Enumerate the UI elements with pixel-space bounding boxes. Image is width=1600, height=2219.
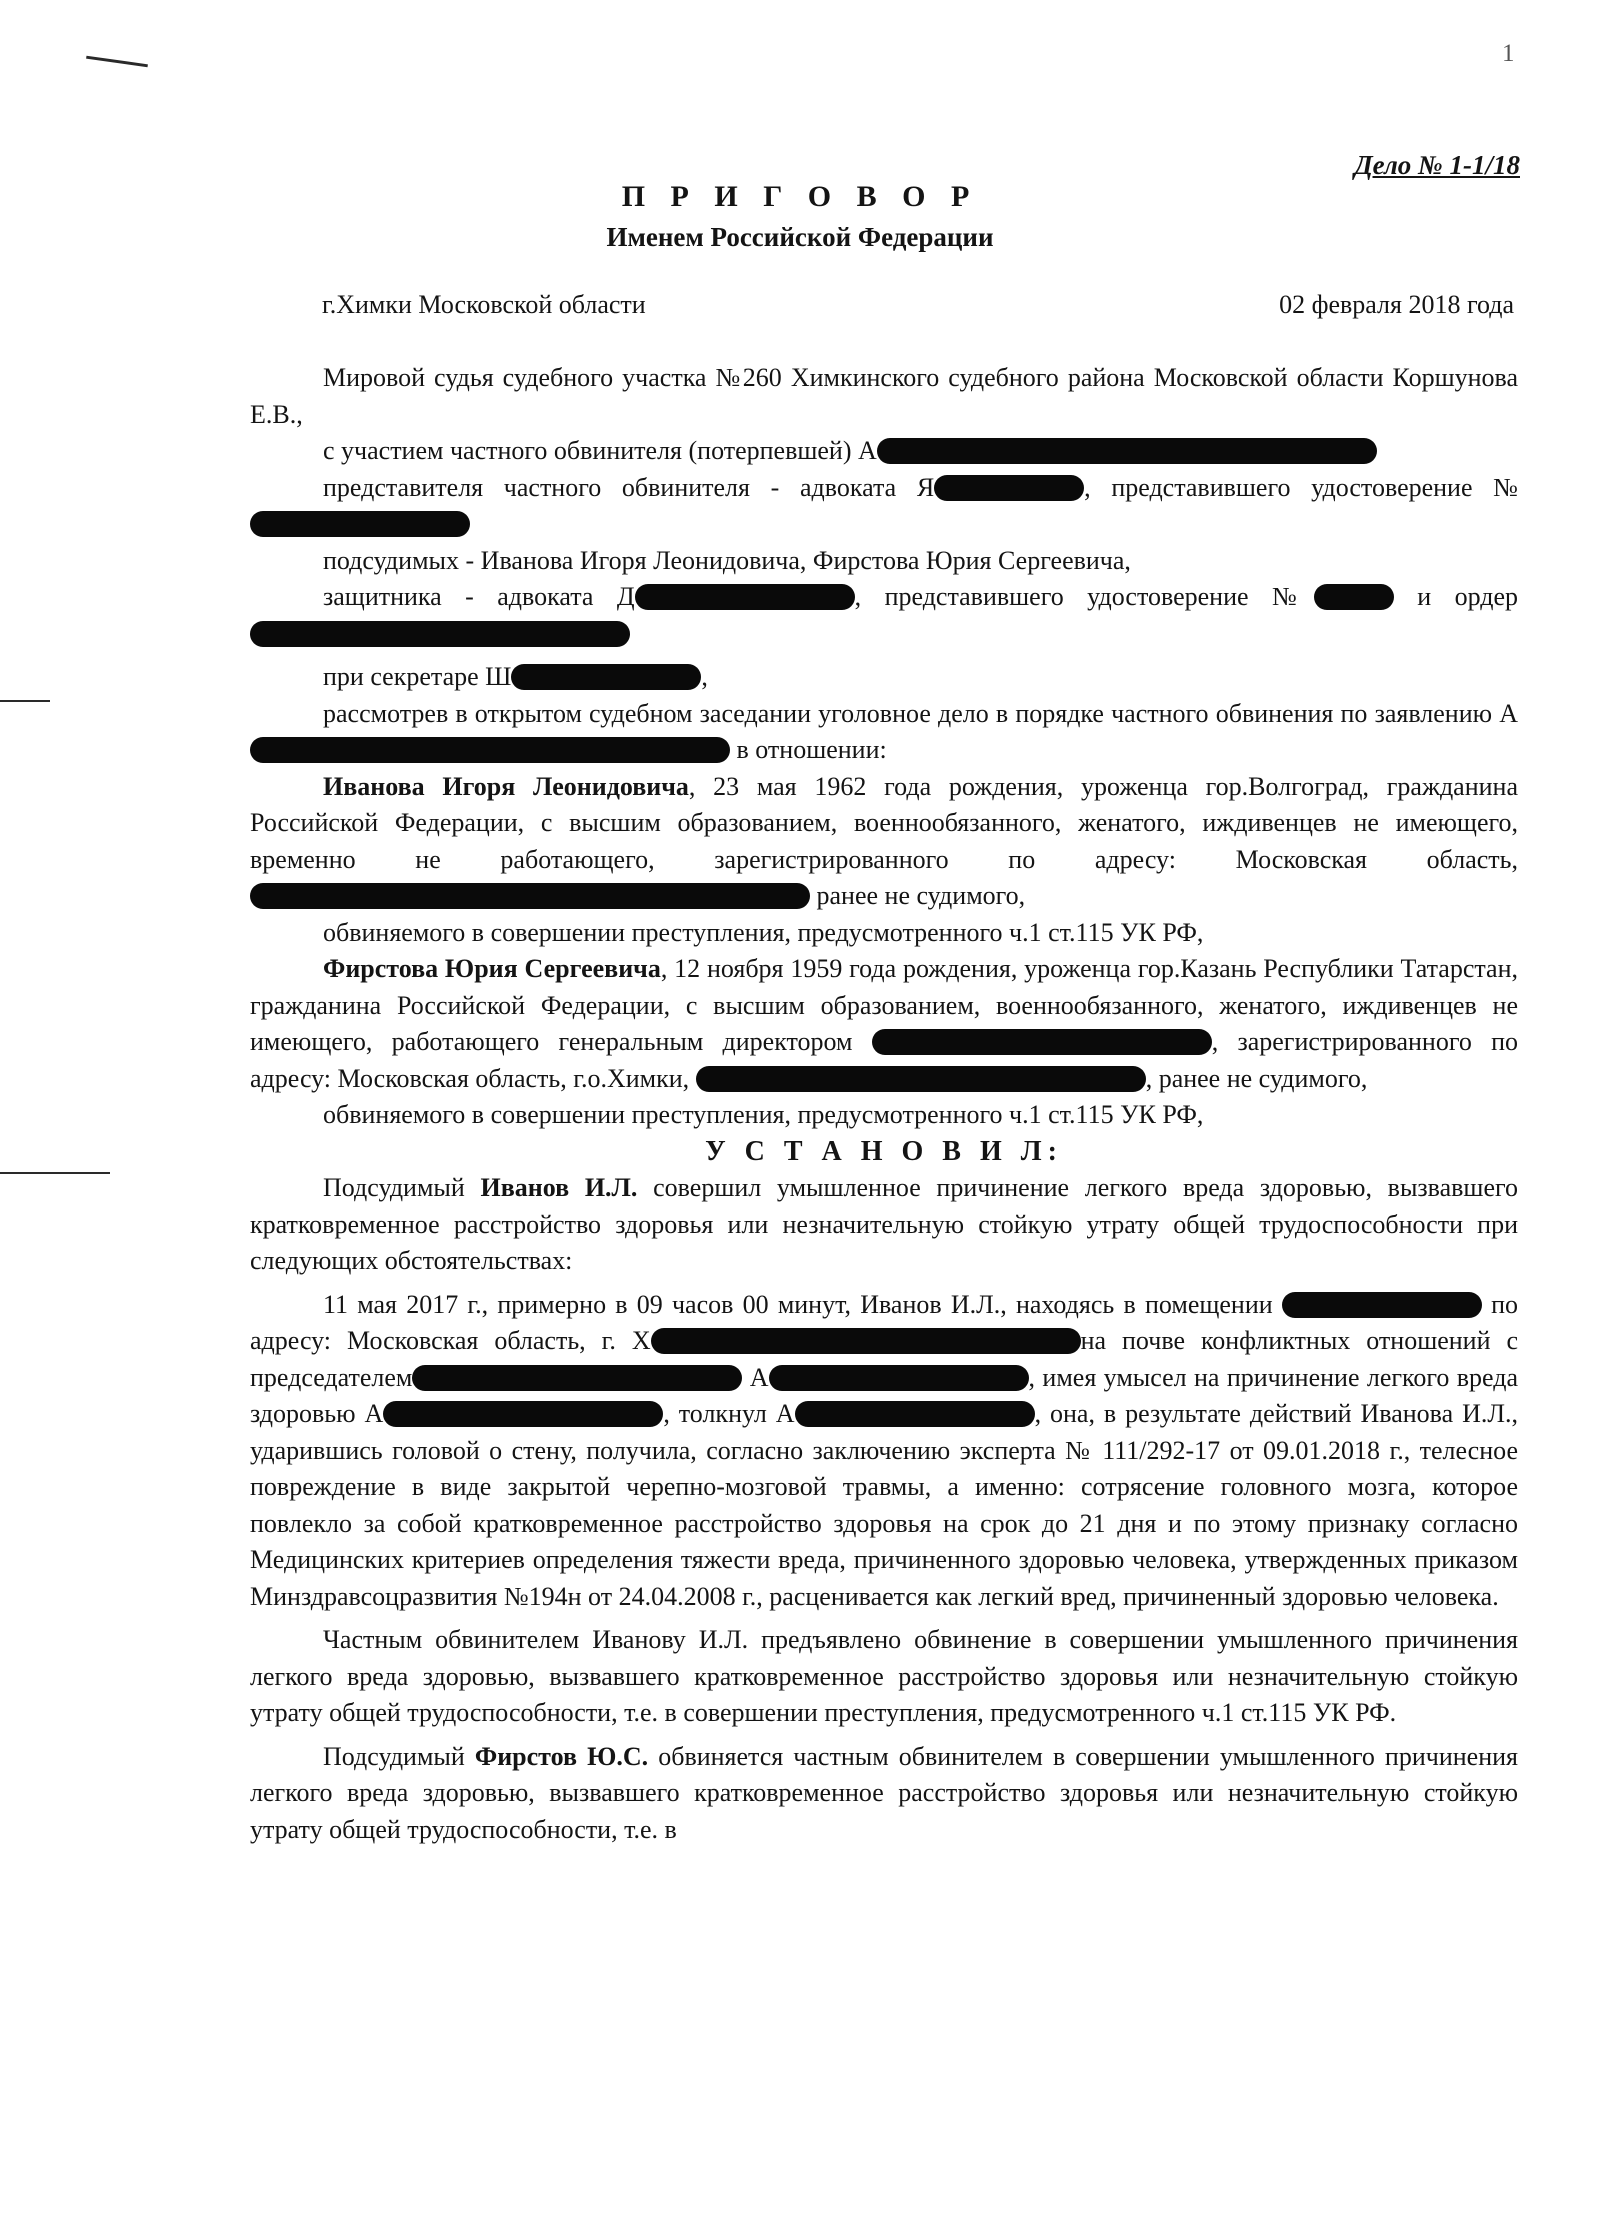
- redaction: [635, 584, 855, 610]
- redaction: [934, 475, 1084, 501]
- redaction: [250, 621, 630, 647]
- redaction: [250, 737, 730, 763]
- private-prosecutor-line: с участием частного обвинителя (потерпевшей) А: [250, 433, 1518, 470]
- document-body: [250, 360, 1518, 1848]
- defendant-name: Фирстова Юрия Сергеевича: [323, 954, 661, 983]
- scan-mark-top: [86, 56, 148, 68]
- defender-line: защитника - адвоката Д , представившего удостоверение № и ордер: [250, 579, 1518, 652]
- firstov-charge: обвиняемого в совершении преступления, предусмотренного ч.1 ст.115 УК РФ,: [323, 1100, 1204, 1129]
- established-heading: У С Т А Н О В И Л:: [705, 1135, 1063, 1167]
- case-line: рассмотрев в открытом судебном заседании уголовное дело в порядке частного обвинения по заявлению А в отношении:: [250, 696, 1518, 769]
- redaction: [250, 883, 810, 909]
- redaction: [1314, 584, 1394, 610]
- redaction: [1282, 1292, 1482, 1318]
- paragraph-3: Частным обвинителем Иванову И.Л. предъявлено обвинение в совершении умышленного причинения легкого вреда здоровью, вызвавшего кратковременное расстройство здоровья или незначительную стойкую утрату общей трудоспособности, т.е. в совершении преступления, предусмотренного ч.1 ст.115 УК РФ.: [250, 1625, 1518, 1727]
- scan-mark-left-2: [0, 1172, 110, 1174]
- ivanov-details: Иванова Игоря Леонидовича, 23 мая 1962 года рождения, уроженца гор.Волгоград, гражданина Российской Федерации, с высшим образованием, военнообязанного, женатого, иждивенцев не имеющего, временно не работающего, зарегистрированного по адресу: Московская область, ранее не судимого,: [250, 771, 1518, 910]
- paragraph-2: 11 мая 2017 г., примерно в 09 часов 00 минут, Иванов И.Л., находясь в помещении по адресу: Московская область, г. Х на почве конфликтных отношений с председателем А , имея умысел на причинение легкого вреда здоровью А , толкнул А , она, в результате действий Иванова И.Л., ударившись головой о стену, получила, согласно заключению эксперта № 111/292-17 от 09.01.2018 г., телесное повреждение в виде закрытой черепно-мозговой травмы, а именно: сотрясение головного мозга, которое повлекло за собой кратковременное расстройство здоровья на срок до 21 дня и по этому признаку согласно Медицинских критериев определения тяжести вреда, причиненного здоровью человека, утвержденных приказом Минздравсоцразвития №194н от 24.04.2008 г., расценивается как легкий вред, причиненный здоровью человека.: [250, 1289, 1519, 1611]
- document-subtitle: Именем Российской Федерации: [606, 222, 994, 252]
- paragraph-1: Подсудимый Иванов И.Л. совершил умышленное причинение легкого вреда здоровью, вызвавшего кратковременное расстройство здоровья или незначительную стойкую утрату общей трудоспособности при следующих обстоятельствах:: [250, 1173, 1519, 1275]
- paragraph-4: Подсудимый Фирстов Ю.С. обвиняется частным обвинителем в совершении умышленного причинения легкого вреда здоровью, вызвавшего кратковременное расстройство здоровья или незначительную стойкую утрату общей трудоспособности, т.е. в: [250, 1741, 1518, 1844]
- representative-line: представителя частного обвинителя - адвоката Я , представившего удостоверение №: [250, 470, 1518, 543]
- redaction: [412, 1365, 742, 1391]
- redaction: [795, 1401, 1035, 1427]
- judge-line: Мировой судья судебного участка №260 Химкинского судебного района Московской области Коршунова Е.В.,: [250, 363, 1518, 429]
- document-title: П Р И Г О В О Р: [621, 180, 979, 213]
- defendant-name: Иванова Игоря Леонидовича: [323, 771, 689, 801]
- redaction: [250, 511, 470, 537]
- firstov-details: Фирстова Юрия Сергеевича, 12 ноября 1959 года рождения, уроженца гор.Казань Республики Татарстан, гражданина Российской Федерации, с высшим образованием, военнообязанного, женатого, иждивенцев не имеющего, работающего генеральным директором , зарегистрированного по адресу: Московская область, г.о.Химки, , ранее не судимого,: [250, 954, 1518, 1093]
- case-number: Дело № 1-1/18: [1354, 150, 1520, 180]
- scan-mark-left-1: [0, 700, 50, 702]
- defendants-line: подсудимых - Иванова Игоря Леонидовича, Фирстова Юрия Сергеевича,: [323, 545, 1131, 575]
- redaction: [769, 1365, 1029, 1391]
- secretary-line: при секретаре Ш ,: [323, 662, 708, 691]
- redaction: [877, 438, 1377, 464]
- place: г.Химки Московской области: [322, 290, 646, 319]
- ivanov-charge: обвиняемого в совершении преступления, предусмотренного ч.1 ст.115 УК РФ,: [323, 917, 1204, 947]
- page-number: 1: [1502, 40, 1515, 67]
- date: 02 февраля 2018 года: [1279, 290, 1514, 319]
- redaction: [872, 1029, 1212, 1055]
- redaction: [383, 1401, 663, 1427]
- redaction: [696, 1066, 1146, 1092]
- redaction: [651, 1328, 1081, 1354]
- redaction: [511, 664, 701, 690]
